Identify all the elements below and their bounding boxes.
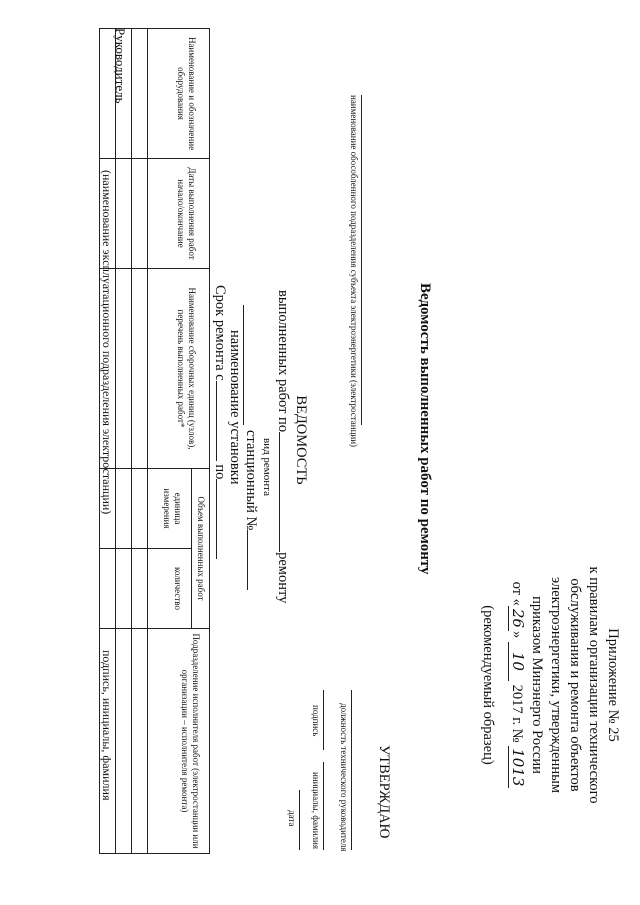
subdivision-caption: наименование обособленного подразделения субъекта электроэнергетики (электростанции) [349, 95, 359, 448]
period-start-field[interactable] [216, 381, 217, 461]
approve-title: УТВЕРЖДАЮ [376, 745, 392, 839]
col-dates-header: Даты выполнения работ начало/окончание [148, 159, 210, 269]
table-row [132, 29, 148, 854]
approve-date-line [299, 790, 300, 850]
col-equipment-header: Наименование и обозначение оборудования [148, 29, 210, 159]
repair-type-caption: вид ремонта [261, 438, 273, 496]
appendix-block [478, 535, 622, 835]
approve-signature-caption: подпись [311, 705, 321, 737]
appendix-order-line: приказом Минэнерго России [529, 596, 545, 774]
appendix-date-line: от «26» 10 2017 г. № 1013 [509, 581, 527, 787]
form-heading: ВЕДОМОСТЬ [293, 395, 309, 485]
station-number-field[interactable] [247, 530, 248, 590]
col-works-header: Наименование сборочных единиц (узлов), перечень выполненных работ* [148, 269, 210, 469]
approve-date-caption: дата [287, 810, 297, 827]
col-unit-header: единица измерения [148, 469, 192, 549]
recommended-sample-note: (рекомендуемый образец) [480, 605, 496, 765]
period-end-field[interactable] [216, 479, 217, 559]
repair-type-field[interactable] [279, 432, 280, 552]
col-executor-header: Подразделение исполнителя работ (электростанции или организации – исполнителя ремонта) [148, 629, 210, 854]
table-header-row [192, 29, 210, 854]
footer-head-label: Руководитель [113, 28, 128, 104]
col-quantity-header: количество [148, 549, 192, 629]
appendix-rules-line: к правилам организации технического [586, 566, 602, 804]
footer-dept-caption: (наименование эксплуатационного подразделения электростанции) [100, 170, 114, 515]
approve-signature-line [323, 690, 324, 750]
form-work-line: выполненных работ поремонту [275, 290, 291, 604]
appendix-rules-line: электроэнергетики, утвержденным [548, 577, 564, 793]
handwritten-order-number: 1013 [509, 748, 527, 787]
appendix-rules-line: обслуживания и ремонта объектов [567, 578, 583, 792]
installation-caption: наименование установки [227, 330, 243, 485]
handwritten-day: 26 [508, 606, 527, 631]
subdivision-line [361, 95, 362, 425]
station-number-line: станционный № [241, 430, 260, 590]
col-volume-group-header: Объем выполненных работ [192, 469, 210, 629]
table-row [116, 29, 132, 854]
footer-dept-line [115, 110, 116, 530]
approve-name-caption: инициалы, фамилия [311, 772, 321, 849]
appendix-number: Приложение № 25 [605, 628, 621, 742]
approve-position-caption: должность технического руководителя [339, 703, 349, 852]
handwritten-month: 10 [508, 642, 527, 681]
footer-sign-line [115, 580, 116, 850]
footer-sign-caption: подпись, инициалы, фамилия [100, 650, 114, 801]
approve-name-line [323, 762, 324, 850]
repair-period-line: Срок ремонта с по [210, 285, 229, 559]
document-title: Ведомость выполненных работ по ремонту [417, 283, 433, 575]
approve-position-line [351, 690, 352, 850]
